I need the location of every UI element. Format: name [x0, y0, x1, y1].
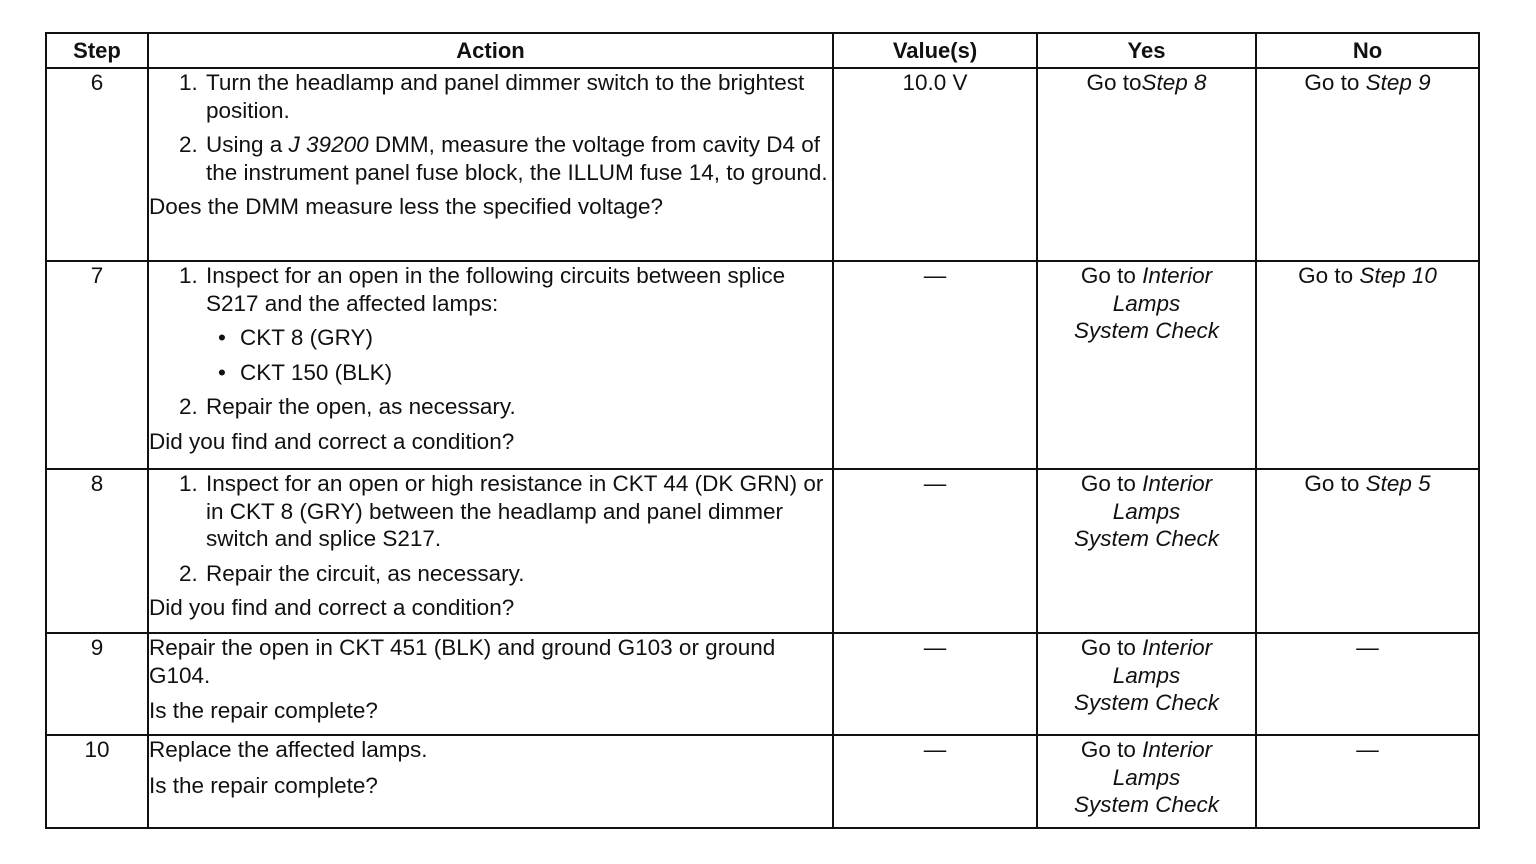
- yes-cell: [1037, 68, 1256, 261]
- action-step-item: [204, 131, 832, 186]
- action-step-item: 1. Inspect for an open or high resistance in CKT 44 (DK GRN) or in CKT 8 (GRY) between the headlamp and panel dimmer switch and splice S217.: [204, 470, 832, 553]
- step-number: 9: [46, 633, 148, 735]
- header-step: Step: [46, 33, 148, 68]
- yes-cell: [1037, 633, 1256, 735]
- tool-reference: J 39200: [288, 132, 369, 157]
- table-row: [46, 68, 1479, 261]
- action-question: Does the DMM measure less the specified voltage?: [149, 194, 663, 219]
- circuit-list: [206, 324, 832, 386]
- action-steps: [149, 262, 832, 421]
- value-cell: —: [833, 469, 1037, 633]
- action-step-item: 2. Repair the open, as necessary.: [204, 393, 832, 421]
- step-number: 7: [46, 261, 148, 469]
- no-cell: [1256, 68, 1479, 261]
- goto-target: Lamps: [1112, 498, 1181, 524]
- action-question: Is the repair complete?: [149, 698, 378, 723]
- table-row: [46, 261, 1479, 469]
- action-step-item: [204, 262, 832, 386]
- header-no: No: [1256, 33, 1479, 68]
- goto-target: Step 8: [1141, 70, 1207, 95]
- goto-target: System Check: [1073, 318, 1220, 343]
- goto-target: Lamps: [1112, 662, 1181, 688]
- no-cell: —: [1256, 735, 1479, 828]
- diagnostic-table-container: [45, 32, 1478, 829]
- no-cell: [1256, 469, 1479, 633]
- goto-target: Interior: [1142, 471, 1213, 496]
- goto-target: System Check: [1073, 526, 1220, 551]
- yes-cell: [1037, 261, 1256, 469]
- goto-target: System Check: [1073, 792, 1220, 817]
- goto-prefix: Go to: [1086, 70, 1142, 95]
- goto-target: Step 10: [1359, 263, 1437, 288]
- value-cell: —: [833, 633, 1037, 735]
- goto-prefix: Go to: [1304, 471, 1366, 496]
- goto-target: Lamps: [1112, 764, 1181, 790]
- step-number: 8: [46, 469, 148, 633]
- goto-prefix: Go to: [1080, 737, 1143, 762]
- step-number: 6: [46, 68, 148, 261]
- action-steps: [149, 470, 832, 587]
- action-cell: [148, 68, 833, 261]
- table-row: [46, 633, 1479, 735]
- goto-target: Step 5: [1365, 471, 1431, 496]
- goto-target: Interior: [1142, 263, 1213, 288]
- action-cell: [148, 469, 833, 633]
- table-row: [46, 469, 1479, 633]
- goto-target: System Check: [1073, 690, 1220, 715]
- diagnostic-table: [45, 32, 1480, 829]
- action-text: Repair the open in CKT 451 (BLK) and ground G103 or ground G104.: [149, 635, 776, 688]
- action-cell: [148, 735, 833, 828]
- goto-target: Lamps: [1112, 290, 1181, 316]
- goto-prefix: Go to: [1080, 635, 1143, 660]
- circuit-item: • CKT 8 (GRY): [218, 324, 832, 352]
- header-yes: Yes: [1037, 33, 1256, 68]
- action-cell: [148, 633, 833, 735]
- goto-target: Step 9: [1365, 70, 1431, 95]
- goto-prefix: Go to: [1080, 471, 1143, 496]
- header-action: Action: [148, 33, 833, 68]
- header-row: [46, 33, 1479, 68]
- action-steps: [149, 69, 832, 186]
- no-cell: [1256, 261, 1479, 469]
- value-cell: 10.0 V: [833, 68, 1037, 261]
- action-step-item: 2. Repair the circuit, as necessary.: [204, 560, 832, 588]
- yes-cell: [1037, 735, 1256, 828]
- action-question: Is the repair complete?: [149, 772, 378, 798]
- action-text: Using a: [206, 132, 289, 157]
- value-cell: —: [833, 735, 1037, 828]
- step-number: 10: [46, 735, 148, 828]
- action-question: Did you find and correct a condition?: [149, 428, 515, 454]
- goto-prefix: Go to: [1080, 263, 1143, 288]
- value-cell: —: [833, 261, 1037, 469]
- action-cell: [148, 261, 833, 469]
- yes-cell: [1037, 469, 1256, 633]
- action-question: Did you find and correct a condition?: [149, 595, 515, 620]
- action-text: Replace the affected lamps.: [149, 737, 428, 762]
- goto-target: Interior: [1142, 635, 1213, 660]
- action-text: Inspect for an open in the following circuits between splice S217 and the affected lamps:: [206, 263, 786, 316]
- circuit-item: • CKT 150 (BLK): [218, 359, 832, 387]
- table-row: [46, 735, 1479, 828]
- action-text: DMM, measure the voltage from cavity D4 of the instrument panel fuse block, the ILLUM fuse 14, to ground.: [206, 132, 828, 185]
- goto-prefix: Go to: [1304, 70, 1366, 95]
- goto-prefix: Go to: [1298, 263, 1360, 288]
- header-values: Value(s): [833, 33, 1037, 68]
- goto-target: Interior: [1142, 737, 1213, 762]
- no-cell: —: [1256, 633, 1479, 735]
- action-step-item: 1. Turn the headlamp and panel dimmer switch to the brightest position.: [204, 69, 832, 124]
